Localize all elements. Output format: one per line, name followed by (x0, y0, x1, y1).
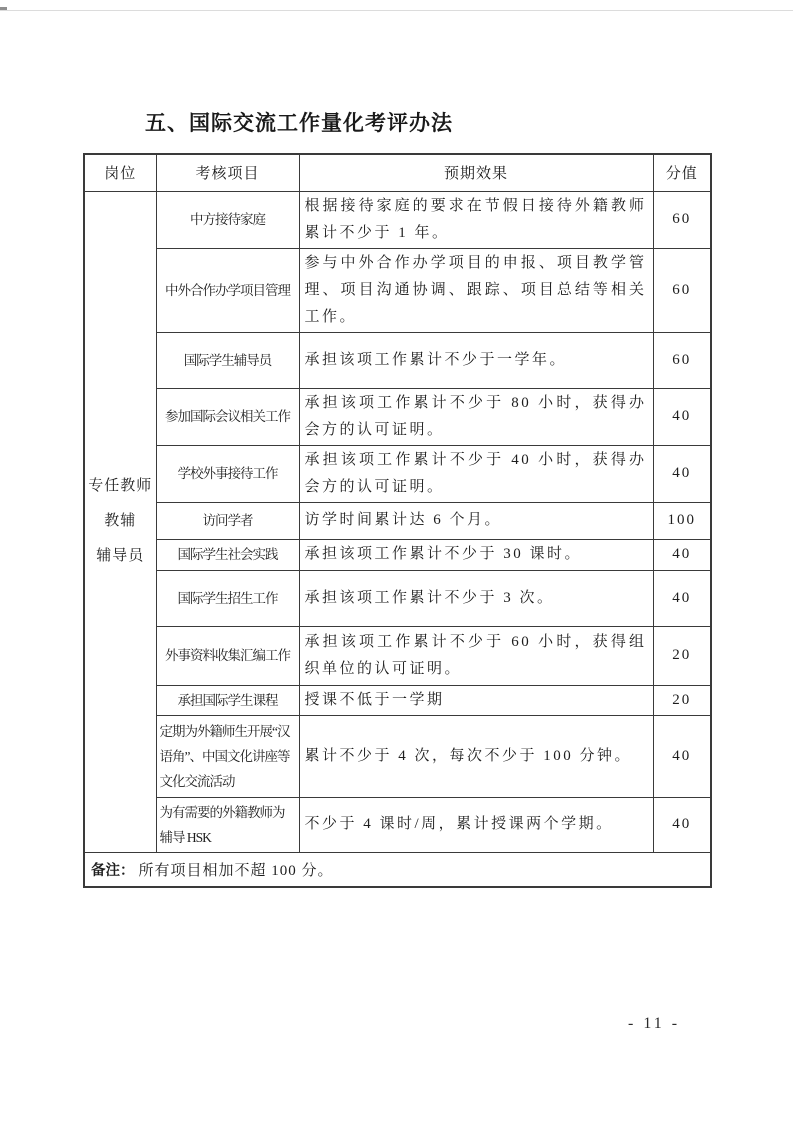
col-header-project: 考核项目 (156, 154, 299, 191)
project-cell: 定期为外籍师生开展“汉语角”、中国文化讲座等文化交流活动 (156, 715, 299, 797)
score-cell: 20 (653, 685, 711, 715)
evaluation-table (83, 153, 712, 888)
score-cell: 20 (653, 626, 711, 685)
project-cell: 国际学生招生工作 (156, 570, 299, 626)
position-line: 辅导员 (96, 548, 145, 564)
effect-cell: 累计不少于 4 次，每次不少于 100 分钟。 (299, 715, 653, 797)
project-cell: 国际学生社会实践 (156, 539, 299, 570)
score-cell: 60 (653, 332, 711, 388)
note-label: 备注： (91, 862, 135, 879)
table-row (84, 502, 711, 539)
effect-cell: 参与中外合作办学项目的申报、项目教学管理、项目沟通协调、跟踪、项目总结等相关工作。 (299, 248, 653, 332)
score-cell: 100 (653, 502, 711, 539)
table-row (84, 445, 711, 502)
note-text: 所有项目相加不超 100 分。 (138, 862, 334, 879)
effect-cell: 不少于 4 课时/周，累计授课两个学期。 (299, 797, 653, 852)
effect-cell: 承担该项工作累计不少于 3 次。 (299, 570, 653, 626)
project-cell: 中方接待家庭 (156, 191, 299, 248)
table-row (84, 626, 711, 685)
effect-cell: 承担该项工作累计不少于 80 小时，获得办会方的认可证明。 (299, 388, 653, 445)
col-header-score: 分值 (653, 154, 711, 191)
effect-cell: 承担该项工作累计不少于一学年。 (299, 332, 653, 388)
col-header-position: 岗位 (84, 154, 156, 191)
score-cell: 40 (653, 445, 711, 502)
table-row (84, 539, 711, 570)
col-header-effect: 预期效果 (299, 154, 653, 191)
effect-cell: 授课不低于一学期 (299, 685, 653, 715)
effect-cell: 根据接待家庭的要求在节假日接待外籍教师累计不少于 1 年。 (299, 191, 653, 248)
effect-cell: 访学时间累计达 6 个月。 (299, 502, 653, 539)
position-line: 教辅 (104, 513, 137, 529)
effect-cell: 承担该项工作累计不少于 30 课时。 (299, 539, 653, 570)
effect-cell: 承担该项工作累计不少于 40 小时，获得办会方的认可证明。 (299, 445, 653, 502)
project-cell: 承担国际学生课程 (156, 685, 299, 715)
table-row (84, 388, 711, 445)
table-row (84, 685, 711, 715)
table-row (84, 332, 711, 388)
position-cell (84, 191, 156, 852)
table-row (84, 191, 711, 248)
project-cell: 参加国际会议相关工作 (156, 388, 299, 445)
table-row (84, 248, 711, 332)
effect-cell: 承担该项工作累计不少于 60 小时，获得组织单位的认可证明。 (299, 626, 653, 685)
page-title: 五、国际交流工作量化考评办法 (145, 112, 453, 135)
page-number: - 11 - (628, 1015, 681, 1032)
table-row (84, 797, 711, 852)
scan-artifact-dash (0, 7, 7, 10)
score-cell: 40 (653, 570, 711, 626)
project-cell: 访问学者 (156, 502, 299, 539)
score-cell: 40 (653, 539, 711, 570)
project-cell: 国际学生辅导员 (156, 332, 299, 388)
score-cell: 40 (653, 388, 711, 445)
table-row (84, 570, 711, 626)
score-cell: 40 (653, 797, 711, 852)
score-cell: 60 (653, 248, 711, 332)
score-cell: 60 (653, 191, 711, 248)
header-row (84, 154, 711, 191)
project-cell: 中外合作办学项目管理 (156, 248, 299, 332)
project-cell: 外事资料收集汇编工作 (156, 626, 299, 685)
note-row (84, 852, 711, 887)
scan-artifact-line (0, 10, 793, 11)
table-row (84, 715, 711, 797)
position-line: 专任教师 (88, 478, 153, 494)
note-cell (84, 852, 711, 887)
score-cell: 40 (653, 715, 711, 797)
project-cell: 为有需要的外籍教师为辅导 HSK (156, 797, 299, 852)
project-cell: 学校外事接待工作 (156, 445, 299, 502)
